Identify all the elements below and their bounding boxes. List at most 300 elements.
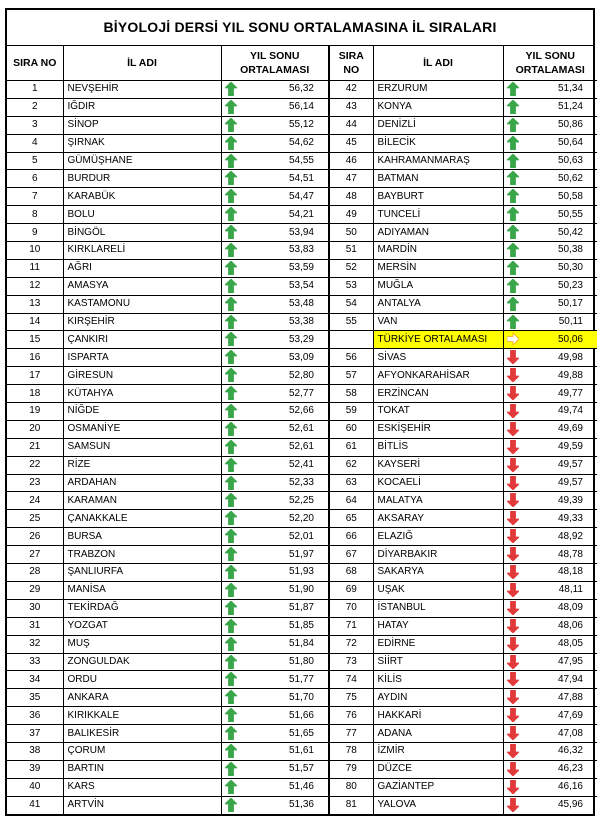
province-cell: SİNOP xyxy=(63,116,221,134)
table-row xyxy=(7,259,597,277)
rank-cell xyxy=(329,331,373,349)
rank-cell: 58 xyxy=(329,385,373,403)
arrow-up-icon xyxy=(225,780,237,794)
arrow-down-icon xyxy=(507,386,519,400)
rank-cell: 25 xyxy=(7,510,63,528)
arrow-up-icon xyxy=(225,672,237,686)
rank-cell: 49 xyxy=(329,206,373,224)
rank-cell: 14 xyxy=(7,313,63,331)
arrow-up-icon xyxy=(225,368,237,382)
average-cell xyxy=(503,259,597,277)
province-cell: ORDU xyxy=(63,671,221,689)
header-row xyxy=(7,46,597,81)
average-value: 53,38 xyxy=(288,316,314,328)
average-cell xyxy=(503,510,597,528)
rank-cell: 53 xyxy=(329,277,373,295)
average-cell xyxy=(503,438,597,456)
table-row xyxy=(7,510,597,528)
average-value: 51,80 xyxy=(288,655,314,667)
average-cell xyxy=(503,277,597,295)
province-cell: ADANA xyxy=(373,725,503,743)
average-value: 49,57 xyxy=(557,477,583,489)
arrow-up-icon xyxy=(225,798,237,812)
average-cell xyxy=(503,349,597,367)
average-value: 54,55 xyxy=(288,155,314,166)
average-cell xyxy=(221,599,329,617)
rank-cell: 55 xyxy=(329,313,373,331)
province-cell: İZMİR xyxy=(373,742,503,760)
average-cell xyxy=(221,456,329,474)
province-cell: ERZURUM xyxy=(373,81,503,99)
average-cell xyxy=(503,635,597,653)
arrow-down-icon xyxy=(507,619,519,633)
average-value: 53,83 xyxy=(288,244,314,256)
average-value: 51,65 xyxy=(288,727,314,739)
average-cell xyxy=(503,242,597,260)
average-cell xyxy=(503,116,597,134)
average-cell xyxy=(221,725,329,743)
rank-cell: 48 xyxy=(329,188,373,206)
arrow-down-icon xyxy=(507,476,519,490)
province-cell: KAYSERİ xyxy=(373,456,503,474)
average-cell xyxy=(221,760,329,778)
rank-cell: 81 xyxy=(329,796,373,813)
arrow-down-icon xyxy=(507,565,519,579)
arrow-up-icon xyxy=(507,82,519,96)
rank-cell: 9 xyxy=(7,224,63,242)
province-cell: ÇANKIRI xyxy=(63,331,221,349)
average-value: 50,62 xyxy=(557,172,583,184)
average-value: 51,36 xyxy=(288,799,314,811)
province-cell: YOZGAT xyxy=(63,617,221,635)
average-cell xyxy=(503,796,597,813)
province-cell: RİZE xyxy=(63,456,221,474)
arrow-down-icon xyxy=(507,798,519,812)
province-cell: NEVŞEHİR xyxy=(63,81,221,99)
rank-cell: 19 xyxy=(7,403,63,421)
average-cell xyxy=(221,635,329,653)
average-value: 50,17 xyxy=(557,298,583,310)
average-value: 49,57 xyxy=(557,459,583,471)
average-cell xyxy=(221,295,329,313)
average-cell xyxy=(503,492,597,510)
table-row xyxy=(7,546,597,564)
average-cell xyxy=(503,617,597,635)
average-value: 52,61 xyxy=(288,423,314,435)
table-row xyxy=(7,492,597,510)
rank-cell: 3 xyxy=(7,116,63,134)
average-value: 52,77 xyxy=(288,387,314,399)
rank-cell: 59 xyxy=(329,403,373,421)
average-value: 48,18 xyxy=(557,566,583,578)
arrow-up-icon xyxy=(225,458,237,472)
table-row xyxy=(7,760,597,778)
table-row xyxy=(7,170,597,188)
average-cell xyxy=(221,385,329,403)
header-yil-sonu-line2: ORTALAMASI xyxy=(240,64,310,76)
rank-cell: 63 xyxy=(329,474,373,492)
average-value: 53,48 xyxy=(288,298,314,310)
average-value: 49,88 xyxy=(557,369,583,381)
arrow-up-icon xyxy=(225,601,237,615)
average-cell xyxy=(503,134,597,152)
province-cell: KIRKLARELİ xyxy=(63,242,221,260)
rank-cell: 17 xyxy=(7,367,63,385)
average-value: 50,58 xyxy=(557,190,583,202)
table-row xyxy=(7,367,597,385)
arrow-right-icon xyxy=(507,332,519,346)
arrow-up-icon xyxy=(225,171,237,185)
rank-cell: 40 xyxy=(7,778,63,796)
rank-cell: 11 xyxy=(7,259,63,277)
rank-cell: 27 xyxy=(7,546,63,564)
arrow-up-icon xyxy=(225,315,237,329)
arrow-down-icon xyxy=(507,458,519,472)
arrow-down-icon xyxy=(507,655,519,669)
average-value: 47,88 xyxy=(557,691,583,703)
table-row xyxy=(7,456,597,474)
average-value: 49,98 xyxy=(557,351,583,363)
arrow-down-icon xyxy=(507,780,519,794)
average-value: 52,33 xyxy=(288,477,314,489)
rank-cell: 75 xyxy=(329,689,373,707)
average-cell xyxy=(221,778,329,796)
rank-cell: 2 xyxy=(7,98,63,116)
header-sira-line2: NO xyxy=(343,64,360,76)
rank-cell: 61 xyxy=(329,438,373,456)
province-cell: ANTALYA xyxy=(373,295,503,313)
table-row xyxy=(7,707,597,725)
average-value: 50,55 xyxy=(557,208,583,220)
rank-cell: 67 xyxy=(329,546,373,564)
average-value: 51,85 xyxy=(288,620,314,632)
arrow-up-icon xyxy=(225,547,237,561)
province-cell: BARTIN xyxy=(63,760,221,778)
rank-cell: 7 xyxy=(7,188,63,206)
average-value: 51,66 xyxy=(288,709,314,721)
table-row xyxy=(7,653,597,671)
average-value: 51,46 xyxy=(288,781,314,793)
rank-cell: 71 xyxy=(329,617,373,635)
arrow-up-icon xyxy=(225,154,237,168)
arrow-up-icon xyxy=(225,279,237,293)
province-cell: MARDİN xyxy=(373,242,503,260)
province-cell: MERSİN xyxy=(373,259,503,277)
average-cell xyxy=(503,206,597,224)
average-value: 53,09 xyxy=(288,351,314,363)
average-value: 49,33 xyxy=(557,512,583,524)
rank-cell: 31 xyxy=(7,617,63,635)
arrow-up-icon xyxy=(225,708,237,722)
province-cell: ESKİŞEHİR xyxy=(373,420,503,438)
table-row xyxy=(7,313,597,331)
province-cell: BİNGÖL xyxy=(63,224,221,242)
arrow-up-icon xyxy=(507,297,519,311)
average-value: 52,80 xyxy=(288,369,314,381)
average-value: 47,94 xyxy=(557,673,583,685)
province-cell: ŞANLIURFA xyxy=(63,564,221,582)
rank-cell: 32 xyxy=(7,635,63,653)
province-cell: GAZİANTEP xyxy=(373,778,503,796)
average-cell xyxy=(221,474,329,492)
rank-cell: 15 xyxy=(7,331,63,349)
province-cell: SİVAS xyxy=(373,349,503,367)
average-cell xyxy=(221,653,329,671)
arrow-up-icon xyxy=(225,493,237,507)
province-cell: ZONGULDAK xyxy=(63,653,221,671)
rank-cell: 70 xyxy=(329,599,373,617)
province-cell: GİRESUN xyxy=(63,367,221,385)
table-row xyxy=(7,81,597,99)
rank-cell: 74 xyxy=(329,671,373,689)
table-row xyxy=(7,385,597,403)
rank-cell: 22 xyxy=(7,456,63,474)
table-row xyxy=(7,420,597,438)
arrow-up-icon xyxy=(507,154,519,168)
arrow-up-icon xyxy=(225,529,237,543)
average-value: 46,32 xyxy=(557,745,583,757)
arrow-down-icon xyxy=(507,547,519,561)
header-sira-no-left: SIRA NO xyxy=(7,46,63,81)
arrow-down-icon xyxy=(507,601,519,615)
rank-cell: 8 xyxy=(7,206,63,224)
rank-cell: 57 xyxy=(329,367,373,385)
rank-cell: 13 xyxy=(7,295,63,313)
province-cell: BİLECİK xyxy=(373,134,503,152)
average-cell xyxy=(503,725,597,743)
average-value: 50,86 xyxy=(557,119,583,131)
rank-cell: 51 xyxy=(329,242,373,260)
average-cell xyxy=(221,492,329,510)
arrow-down-icon xyxy=(507,690,519,704)
province-cell: TRABZON xyxy=(63,546,221,564)
arrow-up-icon xyxy=(507,189,519,203)
table-row xyxy=(7,152,597,170)
province-cell: IĞDIR xyxy=(63,98,221,116)
rank-cell: 52 xyxy=(329,259,373,277)
rank-cell: 44 xyxy=(329,116,373,134)
average-cell xyxy=(503,671,597,689)
average-cell xyxy=(221,367,329,385)
province-cell: MALATYA xyxy=(373,492,503,510)
average-value: 50,38 xyxy=(557,244,583,256)
arrow-up-icon xyxy=(225,637,237,651)
average-cell xyxy=(221,403,329,421)
province-cell: KARS xyxy=(63,778,221,796)
province-cell: ÇORUM xyxy=(63,742,221,760)
header-sira-no-right xyxy=(329,46,373,81)
header-yil-sonu-line1: YIL SONU xyxy=(525,50,575,62)
average-cell xyxy=(221,581,329,599)
rank-cell: 36 xyxy=(7,707,63,725)
average-value: 46,16 xyxy=(557,781,583,793)
average-cell xyxy=(221,546,329,564)
arrow-down-icon xyxy=(507,762,519,776)
province-cell: ÇANAKKALE xyxy=(63,510,221,528)
province-cell: DÜZCE xyxy=(373,760,503,778)
rank-cell: 80 xyxy=(329,778,373,796)
average-value: 48,05 xyxy=(557,638,583,650)
average-cell xyxy=(221,438,329,456)
rank-cell: 18 xyxy=(7,385,63,403)
province-cell: KIRIKKALE xyxy=(63,707,221,725)
rank-cell: 12 xyxy=(7,277,63,295)
arrow-up-icon xyxy=(225,404,237,418)
rank-cell: 1 xyxy=(7,81,63,99)
province-cell: BURDUR xyxy=(63,170,221,188)
average-cell xyxy=(503,581,597,599)
average-cell xyxy=(503,546,597,564)
rank-cell: 50 xyxy=(329,224,373,242)
province-cell: DENİZLİ xyxy=(373,116,503,134)
average-cell xyxy=(221,742,329,760)
arrow-up-icon xyxy=(225,726,237,740)
rank-cell: 64 xyxy=(329,492,373,510)
province-cell: OSMANİYE xyxy=(63,420,221,438)
average-value: 45,96 xyxy=(557,799,583,811)
table-row xyxy=(7,277,597,295)
province-cell: ŞIRNAK xyxy=(63,134,221,152)
average-value: 50,06 xyxy=(557,333,583,345)
arrow-up-icon xyxy=(225,565,237,579)
average-value: 51,70 xyxy=(288,691,314,703)
arrow-up-icon xyxy=(225,386,237,400)
arrow-up-icon xyxy=(507,243,519,257)
province-cell: ISPARTA xyxy=(63,349,221,367)
rank-cell: 29 xyxy=(7,581,63,599)
average-cell xyxy=(503,224,597,242)
average-value: 49,77 xyxy=(557,387,583,399)
arrow-down-icon xyxy=(507,440,519,454)
table-row xyxy=(7,224,597,242)
arrow-up-icon xyxy=(225,619,237,633)
rank-cell: 10 xyxy=(7,242,63,260)
rank-cell: 34 xyxy=(7,671,63,689)
rank-cell: 35 xyxy=(7,689,63,707)
average-value: 47,08 xyxy=(557,727,583,739)
province-cell: EDİRNE xyxy=(373,635,503,653)
arrow-up-icon xyxy=(507,279,519,293)
rank-cell: 5 xyxy=(7,152,63,170)
province-cell: BOLU xyxy=(63,206,221,224)
average-cell xyxy=(221,331,329,349)
arrow-up-icon xyxy=(225,82,237,96)
province-cell: KAHRAMANMARAŞ xyxy=(373,152,503,170)
average-cell xyxy=(221,206,329,224)
table-row xyxy=(7,778,597,796)
average-cell xyxy=(221,152,329,170)
table-body xyxy=(7,81,597,814)
average-value: 54,21 xyxy=(288,208,314,220)
rank-cell: 42 xyxy=(329,81,373,99)
province-cell: MUŞ xyxy=(63,635,221,653)
province-cell: BURSA xyxy=(63,528,221,546)
arrow-down-icon xyxy=(507,583,519,597)
arrow-up-icon xyxy=(507,225,519,239)
average-value: 51,24 xyxy=(557,101,583,113)
average-cell xyxy=(503,367,597,385)
table-row xyxy=(7,438,597,456)
province-cell: BAYBURT xyxy=(373,188,503,206)
arrow-up-icon xyxy=(225,297,237,311)
average-value: 50,23 xyxy=(557,280,583,292)
average-cell xyxy=(503,152,597,170)
rank-cell: 77 xyxy=(329,725,373,743)
province-cell: GÜMÜŞHANE xyxy=(63,152,221,170)
rank-cell: 30 xyxy=(7,599,63,617)
province-cell: UŞAK xyxy=(373,581,503,599)
arrow-up-icon xyxy=(507,261,519,275)
rank-cell: 68 xyxy=(329,564,373,582)
arrow-up-icon xyxy=(225,118,237,132)
average-value: 53,29 xyxy=(288,333,314,345)
average-value: 56,32 xyxy=(288,83,314,95)
average-cell xyxy=(503,456,597,474)
average-cell xyxy=(503,170,597,188)
average-value: 52,01 xyxy=(288,530,314,542)
rank-cell: 78 xyxy=(329,742,373,760)
rank-cell: 45 xyxy=(329,134,373,152)
arrow-up-icon xyxy=(225,762,237,776)
average-cell xyxy=(503,313,597,331)
average-value: 52,66 xyxy=(288,405,314,417)
province-cell: KÜTAHYA xyxy=(63,385,221,403)
table-row xyxy=(7,331,597,349)
province-cell: AĞRI xyxy=(63,259,221,277)
arrow-up-icon xyxy=(225,511,237,525)
rank-cell: 16 xyxy=(7,349,63,367)
province-cell: AYDIN xyxy=(373,689,503,707)
average-value: 47,69 xyxy=(557,709,583,721)
table-row xyxy=(7,206,597,224)
average-cell xyxy=(221,420,329,438)
arrow-up-icon xyxy=(225,136,237,150)
average-value: 53,54 xyxy=(288,280,314,292)
rank-cell: 73 xyxy=(329,653,373,671)
province-cell: KONYA xyxy=(373,98,503,116)
province-cell: YALOVA xyxy=(373,796,503,813)
arrow-down-icon xyxy=(507,404,519,418)
province-cell: KOCAELİ xyxy=(373,474,503,492)
rank-cell: 38 xyxy=(7,742,63,760)
province-cell: BALIKESİR xyxy=(63,725,221,743)
arrow-up-icon xyxy=(507,136,519,150)
province-cell: HATAY xyxy=(373,617,503,635)
rank-cell: 43 xyxy=(329,98,373,116)
province-cell: SAKARYA xyxy=(373,564,503,582)
average-cell xyxy=(221,259,329,277)
rank-cell: 56 xyxy=(329,349,373,367)
average-value: 51,77 xyxy=(288,673,314,685)
average-value: 52,20 xyxy=(288,512,314,524)
average-cell xyxy=(503,599,597,617)
province-cell: ARTVİN xyxy=(63,796,221,813)
province-cell: VAN xyxy=(373,313,503,331)
arrow-down-icon xyxy=(507,493,519,507)
average-value: 48,11 xyxy=(558,584,583,596)
average-value: 51,57 xyxy=(288,763,314,775)
province-cell: TOKAT xyxy=(373,403,503,421)
average-cell xyxy=(221,689,329,707)
average-cell xyxy=(503,564,597,582)
header-yil-sonu-left xyxy=(221,46,329,81)
table-row xyxy=(7,349,597,367)
province-cell: SAMSUN xyxy=(63,438,221,456)
rank-cell: 54 xyxy=(329,295,373,313)
average-cell xyxy=(503,760,597,778)
average-cell xyxy=(503,98,597,116)
province-cell: ARDAHAN xyxy=(63,474,221,492)
